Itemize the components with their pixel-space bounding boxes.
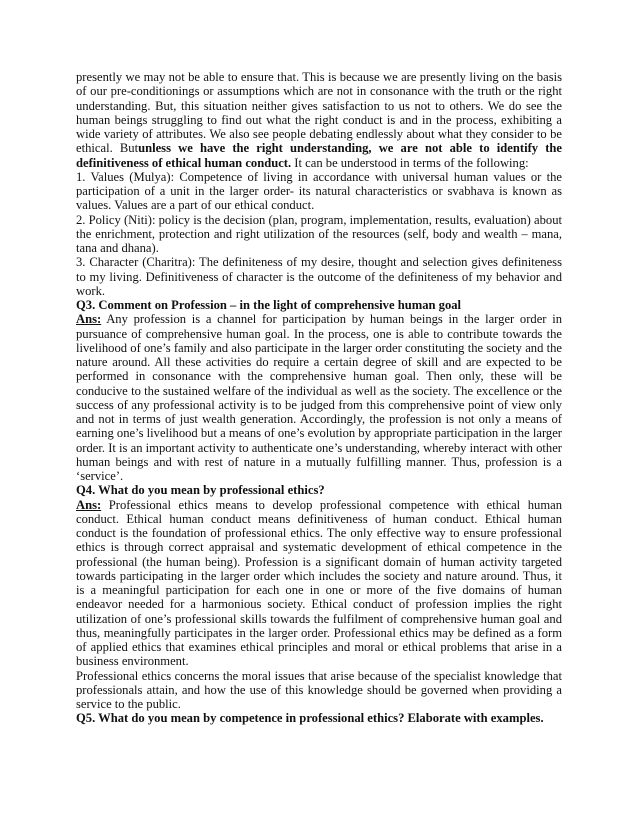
answer-label: Ans: bbox=[76, 497, 102, 512]
intro-text: presently we may not be able to ensure that. This is because we are presently living on the basis of our pre-conditionings or assumptions which are not in consonance with the truth or the right understanding. But, this situation neither gives satisfaction to us not to others. We do see the human beings struggling to find out what the right conduct is and in the process, exhibiting a wide variety of attributes. We also see people debating endlessly about what they consider to be ethical. But bbox=[76, 70, 562, 156]
list-item-values: 1. Values (Mulya): Competence of living in accordance with universal human values or the participation of a unit in the larger order- its natural characteristics or svabhava is known as values. Values are a part of our ethical conduct. bbox=[76, 169, 562, 213]
intro-bold-text: unless we have the right understanding, we are not able to identify the definitiveness of ethical human conduct. bbox=[76, 141, 563, 170]
q5-heading: Q5. What do you mean by competence in professional ethics? Elaborate with examples. bbox=[76, 711, 544, 726]
list-item-policy: 2. Policy (Niti): policy is the decision (plan, program, implementation, results, evaluation) about the enrichment, protection and right utilization of the resources (self, body and wealth – mana, tana and dhana). bbox=[76, 212, 562, 255]
q3-heading: Q3. Comment on Profession – in the light of comprehensive human goal bbox=[76, 298, 462, 312]
q4-heading: Q4. What do you mean by professional ethics? bbox=[76, 483, 325, 498]
intro-tail-text: It can be understood in terms of the following: bbox=[291, 155, 529, 170]
q4-answer-text: Professional ethics means to develop professional competence with ethical human conduct. Ethical human conduct means definitiveness of human conduct. Ethical human conduct is the foundation of professional ethics. The only effective way to ensure professional ethics is through correct appraisal and systematic development of ethical competence in the professional (the human being). Profession is a significant domain of human activity targeted towards participating in the larger order which includes the society and nature around. Thus, it is a meaningful participation for each one in one or more of the five domains of human endeavor needed for a harmonious society. Ethical conduct of profession implies the right utilization of one’s professional skills towards the fulfilment of comprehensive human goal and thus, meaningfully participates in the larger order. Professional ethics may be defined as a form of applied ethics that examines ethical principles and moral or ethical problems that arise in a business environment. bbox=[76, 497, 562, 669]
q3-answer bbox=[76, 312, 562, 483]
q4-answer bbox=[76, 498, 562, 669]
answer-label: Ans: bbox=[76, 312, 102, 327]
list-item-character: 3. Character (Charitra): The definiteness of my desire, thought and selection gives definiteness to my living. Definitiveness of character is the outcome of the definiteness of my behavior and work. bbox=[76, 255, 562, 298]
paragraph-intro bbox=[76, 70, 562, 170]
q3-answer-text: Any profession is a channel for participation by human beings in the larger order in pursuance of comprehensive human goal. In the process, one is able to contribute towards the livelihood of one’s family and also participate in the larger order constituting the society and the nature around. All these activities do require a certain degree of skill and are expected to be performed in consonance with the comprehensive human goal. Then only, these will be conducive to the sustained welfare of the individual as well as the society. The excellence or the success of any professional activity is to be judged from this comprehensive point of view only and not in terms of just wealth generation. Accordingly, the profession is not only a means of earning one’s livelihood but a means of one’s evolution by appropriate participation in the larger order. It is an important activity to authenticate one’s understanding, whereby interact with other human beings and with rest of nature in a mutually fulfilling manner. Thus, profession is a ‘service’. bbox=[76, 312, 562, 483]
q4-answer-paragraph-2: Professional ethics concerns the moral issues that arise because of the specialist knowledge that professionals attain, and how the use of this knowledge should be governed when providing a service to the public. bbox=[76, 668, 562, 711]
